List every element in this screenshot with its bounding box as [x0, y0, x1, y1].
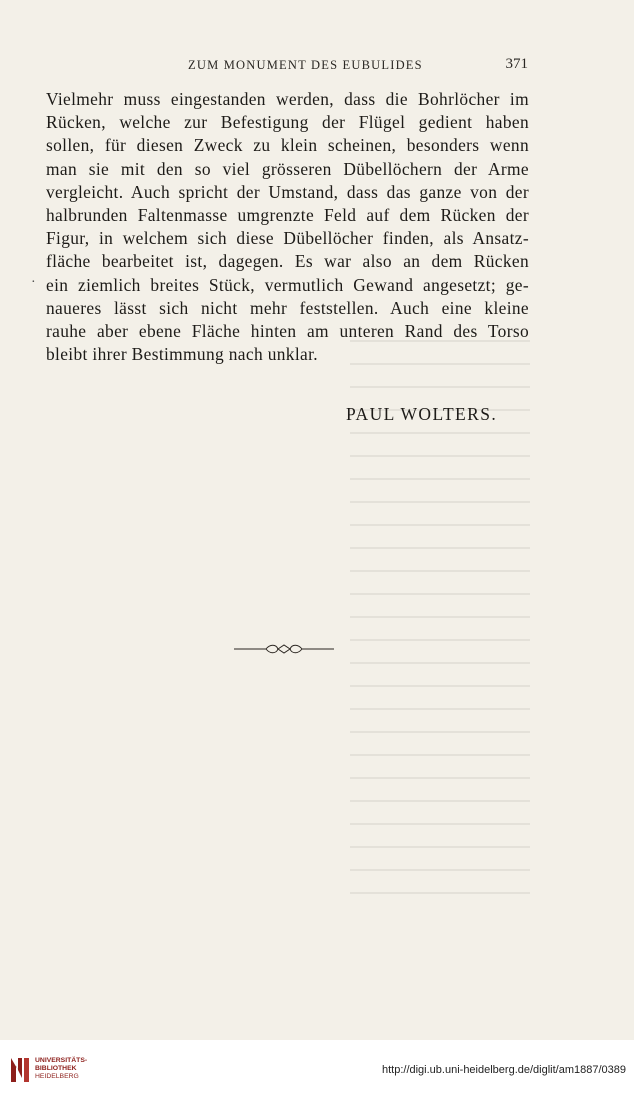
logo-line: UNIVERSITÄTS-: [35, 1057, 88, 1064]
library-logo-text: [35, 1057, 87, 1081]
margin-mark: ·: [31, 275, 36, 290]
text-line: Rücken, welche zur Befestigung der Flügel gedient haben: [46, 112, 529, 133]
body-paragraph: [46, 88, 529, 366]
source-url-link[interactable]: http://digi.ub.uni-heidelberg.de/diglit/am1887/0389: [381, 1064, 626, 1076]
text-line: bleibt ihrer Bestimmung nach unklar.: [46, 344, 318, 365]
page-header: [46, 56, 528, 76]
logo-line: HEIDELBERG: [35, 1073, 79, 1080]
text-line: Vielmehr muss eingestanden werden, dass die Bohrlöcher im: [46, 89, 529, 109]
text-line: rauhe aber ebene Fläche hinten am unteren Rand des Torso: [46, 320, 529, 341]
text-line: Figur, in welchem sich diese Dübellöcher finden, als Ansatz-: [46, 228, 529, 249]
page-number: 371: [505, 56, 528, 72]
text-line: fläche bearbeitet ist, dagegen. Es war also an dem Rücken: [46, 251, 529, 272]
text-line: vergleicht. Auch spricht der Umstand, dass das ganze von der: [46, 181, 529, 202]
text-line: naueres lässt sich nicht mehr feststellen. Auch eine kleine: [46, 297, 529, 318]
text-line: man sie mit den so viel grösseren Dübellöchern der Arme: [46, 158, 529, 179]
text-line: ein ziemlich breites Stück, vermutlich Gewand angesetzt; ge-: [46, 274, 529, 295]
text-line: halbrunden Faltenmasse umgrenzte Feld auf dem Rücken der: [46, 204, 529, 225]
library-logo-icon: [8, 1054, 32, 1086]
viewer-footer: [0, 1040, 634, 1100]
running-head: ZUM MONUMENT DES EUBULIDES: [188, 58, 423, 72]
ornament-divider: [232, 641, 336, 657]
logo-line: BIBLIOTHEK: [35, 1065, 77, 1072]
text-line: sollen, für diesen Zweck zu klein scheinen, besonders wenn: [46, 135, 529, 156]
author-signature: PAUL WOLTERS.: [346, 404, 498, 424]
